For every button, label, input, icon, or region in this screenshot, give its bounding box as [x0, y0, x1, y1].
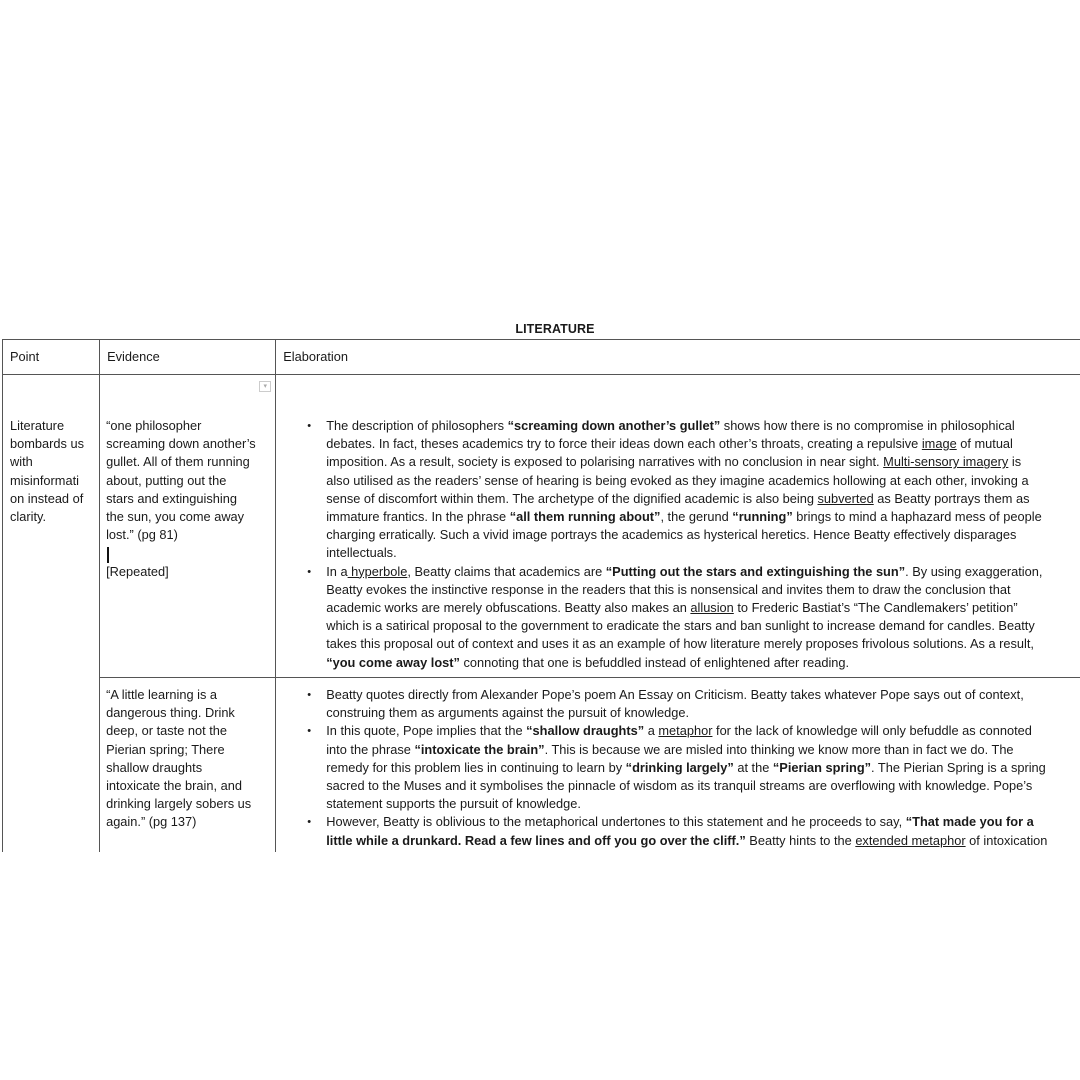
header-elaboration-label: Elaboration: [283, 348, 348, 364]
text-line: which is a satirical proposal to the government to eradicate the stars and ban sunlight to increase demand for candles. Beatty: [326, 618, 1035, 634]
text-line: Beatty quotes directly from Alexander Pope’s poem An Essay on Criticism. Beatty takes whatever Pope says out of context,: [326, 687, 1024, 702]
evidence-text: [106, 417, 271, 544]
text-line: construing them as arguments against the pursuit of knowledge.: [326, 705, 690, 721]
evidence-cell[interactable]: [100, 375, 276, 678]
point-cell: [3, 375, 100, 889]
point-line: with: [10, 454, 33, 470]
point-line: misinformati: [10, 472, 79, 488]
bold-quote: little while a drunkard. Read a few lines and off you go over the cliff.”: [326, 832, 746, 848]
document-title: LITERATURE: [515, 322, 595, 336]
list-item: • The description of philosophers “screaming down another’s gullet” shows how there is no compromise in philosophical debates. In fact, theses academics try to force their ideas down each other’s throats, creating a repulsive image of mutual imposition. As a result, society is exposed to polarising narratives with no conclusion in near sight. Multi-sensory imagery is also utilised as the readers’ sense of hearing is being evoked as they imagine academics hollowing at each other, invoking a sense of discomfort within them. The archetype of the dignified academic is also being subverted as Beatty portrays them as immature frantics. In the phrase “all them running about”, the gerund “running” brings to mind a haphazard mess of people charging erratically. Such a vivid image portrays the academics as hysterical heretics. Hence Beatty effectively disparages intellectuals.: [307, 417, 1080, 563]
evidence-line: lost.” (pg 81): [106, 527, 178, 543]
bold-quote: “Putting out the stars and extinguishing the sun”: [605, 563, 906, 579]
bold-quote: “running”: [732, 509, 793, 525]
text-line: The description of philosophers “screaming down another’s gullet” shows how there is no compromise in philosophical: [326, 418, 1015, 433]
text-line: sense of discomfort within them. The archetype of the dignified academic is also being subverted as Beatty portrays them as: [326, 490, 1030, 506]
evidence-line: dangerous thing. Drink: [106, 705, 235, 721]
header-row: [3, 340, 1080, 375]
underlined-term: metaphor: [658, 723, 713, 739]
evidence-line: intoxicate the brain, and: [106, 778, 242, 794]
evidence-line: deep, or taste not the: [106, 723, 228, 739]
text-line: takes this proposal out of context and uses it as an example of how literature merely proposes frivolous solutions. As a result,: [326, 636, 1034, 652]
evidence-line: “one philosopher: [106, 418, 202, 433]
evidence-line: drinking largely sobers us: [106, 796, 252, 812]
elaboration-cell: [276, 375, 1080, 678]
page-background: [0, 852, 1080, 1080]
bold-quote: “shallow draughts”: [526, 723, 645, 739]
cell-dropdown-icon[interactable]: ▾: [259, 381, 271, 392]
text-line: charging erratically. Such a vivid image portrays the academics as hysterical heretics. Hence Beatty effectively disparages: [326, 527, 1017, 543]
header-point-label: Point: [10, 348, 40, 364]
text-line: immature frantics. In the phrase “all them running about”, the gerund “running” brings to mind a haphazard mess of people: [326, 509, 1042, 525]
underlined-term: Multi-sensory imagery: [883, 454, 1009, 470]
table-row: [3, 375, 1080, 678]
bold-quote: “drinking largely”: [625, 759, 734, 775]
evidence-line: “A little learning is a: [106, 687, 218, 702]
text-line: imposition. As a result, society is exposed to polarising narratives with no conclusion in near sight. Multi-sensory imagery is: [326, 454, 1022, 470]
header-elaboration: [276, 340, 1080, 375]
header-evidence-label: Evidence: [107, 348, 160, 364]
underlined-term: subverted: [817, 490, 874, 506]
text-line: Beatty evokes the instinctive response in the readers that this is nonsensical and invites them to draw the conclusion that: [326, 581, 1011, 597]
evidence-line: shallow draughts: [106, 759, 203, 775]
text-line: little while a drunkard. Read a few lines and off you go over the cliff.” Beatty hints to the extended metaphor of intoxication: [326, 832, 1048, 848]
underlined-term: extended metaphor: [855, 832, 966, 848]
list-item: • Beatty quotes directly from Alexander Pope’s poem An Essay on Criticism. Beatty takes whatever Pope says out of context, construing them as arguments against the pursuit of knowledge.: [307, 686, 1080, 722]
point-line: clarity.: [10, 509, 47, 525]
point-line: on instead of: [10, 490, 84, 506]
text-line: into the phrase “intoxicate the brain”. This is because we are misled into thinking we know more than in fact we do. The: [326, 741, 1014, 757]
text-line: remedy for this problem lies in continuing to learn by “drinking largely” at the “Pierian spring”. The Pierian Spring is a spring: [326, 759, 1046, 775]
evidence-line: gullet. All of them running: [106, 454, 250, 470]
evidence-line: about, putting out the: [106, 472, 227, 488]
bold-quote: “intoxicate the brain”: [414, 741, 545, 757]
evidence-line: the sun, you come away: [106, 509, 245, 525]
bold-quote: “screaming down another’s gullet”: [507, 418, 721, 433]
text-line: academic works are merely obfuscations. Beatty also makes an allusion to Frederic Bastiat’s “The Candlemakers’ petition”: [326, 600, 1018, 616]
evidence-line: screaming down another’s: [106, 436, 256, 452]
list-item: • In this quote, Pope implies that the “shallow draughts” a metaphor for the lack of knowledge will only befuddle as connoted into the phrase “intoxicate the brain”. This is because we are misled into thinking we know more than in fact we do. The remedy for this problem lies in continuing to learn by “drinking largely” at the “Pierian spring”. The Pierian Spring is a spring sacred to the Muses and it symbolises the pinnacle of wisdom as its tranquil streams are overflowing with knowledge. Pope’s statement supports the pursuit of knowledge.: [307, 722, 1080, 813]
point-text: [3, 375, 99, 526]
list-item: • In a hyperbole, Beatty claims that academics are “Putting out the stars and extinguishing the sun”. By using exaggeration, Beatty evokes the instinctive response in the readers that this is nonsensical and invites them to draw the conclusion that academic works are merely obfuscations. Beatty also makes an allusion to Frederic Bastiat’s “The Candlemakers’ petition” which is a satirical proposal to the government to eradicate the stars and ban sunlight to increase demand for candles. Beatty takes this proposal out of context and uses it as an example of how literature merely proposes frivolous solutions. As a result, “you come away lost” connoting that one is befuddled instead of enlightened after reading.: [307, 563, 1080, 672]
evidence-line: Pierian spring; There: [106, 741, 225, 757]
text-line: However, Beatty is oblivious to the metaphorical undertones to this statement and he proceeds to say, “That made you for a: [326, 814, 1034, 830]
header-evidence: [100, 340, 276, 375]
literature-table: [2, 339, 1080, 889]
bold-quote: “all them running about”: [509, 509, 661, 525]
underlined-term: allusion: [690, 600, 734, 616]
list-item: • However, Beatty is oblivious to the metaphorical undertones to this statement and he proceeds to say, “That made you for a little while a drunkard. Read a few lines and off you go over the cliff.” Beatty hints to the extended metaphor of intoxication: [307, 813, 1080, 886]
point-line: Literature: [10, 418, 65, 433]
bold-quote: “Pierian spring”: [772, 759, 872, 775]
text-line: In a hyperbole, Beatty claims that academics are “Putting out the stars and extinguishing the sun”. By using exaggeration,: [326, 563, 1043, 579]
underlined-term: image: [921, 436, 957, 452]
header-point: [3, 340, 100, 375]
text-line: also utilised as the readers’ sense of hearing is being evoked as they imagine academics hollowing at each other, invoking a: [326, 472, 1029, 488]
text-line: intellectuals.: [326, 545, 397, 561]
evidence-text: [106, 686, 271, 832]
bold-quote: “That made you for a: [905, 814, 1034, 830]
text-line: In this quote, Pope implies that the “shallow draughts” a metaphor for the lack of knowledge will only befuddle as connoted: [326, 723, 1032, 739]
bold-quote: “you come away lost”: [326, 654, 460, 670]
text-line: sacred to the Muses and it symbolises the pinnacle of wisdom as its tranquil streams are overflowing with knowledge. Pope’s: [326, 778, 1033, 794]
point-line: bombards us: [10, 436, 84, 452]
repeated-label: [Repeated]: [106, 564, 169, 580]
text-line: “you come away lost” connoting that one is befuddled instead of enlightened after reading.: [326, 654, 850, 670]
evidence-line: stars and extinguishing: [106, 490, 237, 506]
underlined-term: hyperbole: [347, 563, 408, 579]
text-line: statement supports the pursuit of knowledge.: [326, 796, 581, 812]
evidence-line: again.” (pg 137): [106, 814, 197, 830]
text-line: debates. In fact, theses academics try to force their ideas down each other’s throats, creating a repulsive image of mutual: [326, 436, 1013, 452]
text-cursor: [107, 547, 109, 563]
